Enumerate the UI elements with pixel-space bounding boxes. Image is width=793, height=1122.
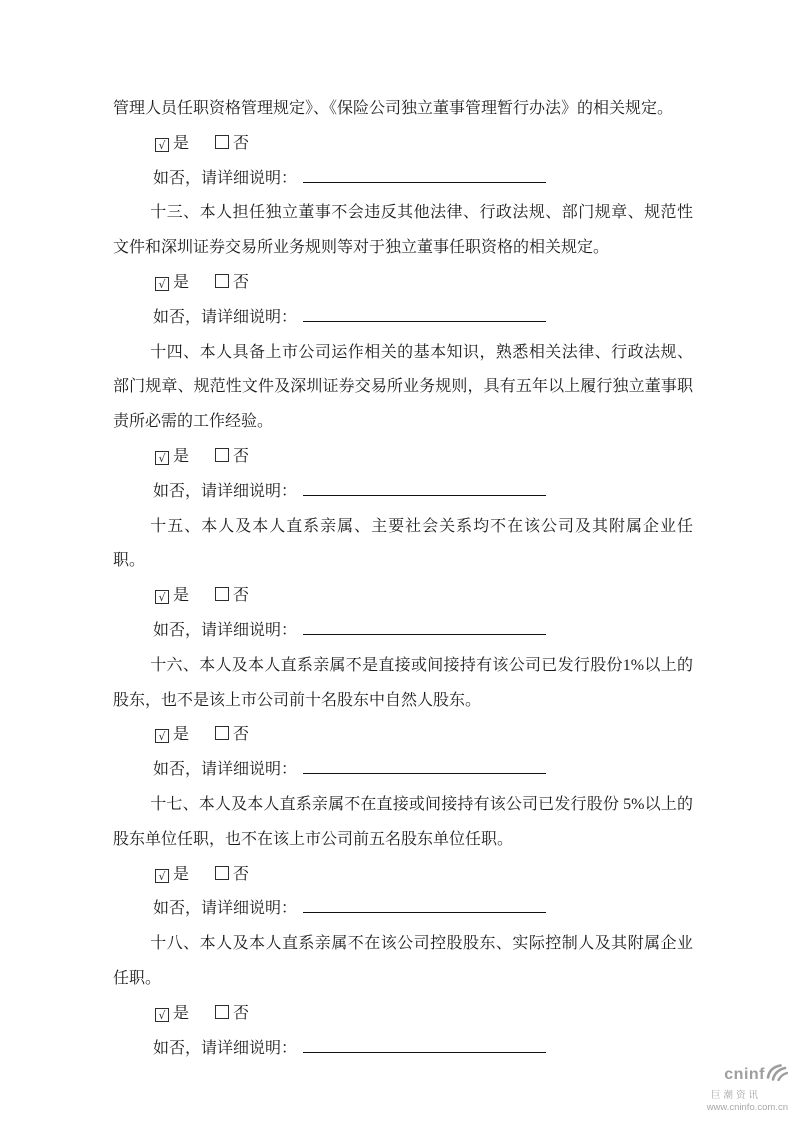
explain-blank-line	[303, 179, 546, 183]
yes-checkbox-checked	[155, 729, 169, 743]
cninfo-website-url: www.cninfo.com.cn	[706, 1102, 788, 1113]
yes-checkbox-checked	[155, 1008, 169, 1022]
no-checkbox-unchecked	[215, 135, 229, 149]
no-checkbox-unchecked	[215, 726, 229, 740]
explain-row	[153, 475, 693, 510]
no-checkbox-unchecked	[215, 866, 229, 880]
explain-blank-line	[303, 1049, 546, 1053]
yes-label: 是	[173, 273, 190, 291]
check-icon: √	[158, 591, 166, 605]
no-checkbox-unchecked	[215, 448, 229, 462]
paragraph-item-16: 十六、本人及本人直系亲属不是直接或间接持有该公司已发行股份1%以上的股东，也不是该上市公司前十名股东中自然人股东。	[113, 656, 693, 709]
no-label: 否	[233, 134, 250, 152]
no-checkbox-unchecked	[215, 274, 229, 288]
explain-row	[153, 1032, 693, 1067]
no-checkbox-unchecked	[215, 587, 229, 601]
yes-label: 是	[173, 134, 190, 152]
no-label: 否	[233, 865, 250, 883]
explain-label: 如否，请详细说明：	[153, 621, 298, 639]
yes-checkbox-checked	[155, 451, 169, 465]
yes-checkbox-checked	[155, 277, 169, 291]
explain-blank-line	[303, 770, 546, 774]
paragraph-item-17: 十七、本人及本人直系亲属不在直接或间接持有该公司已发行股份 5%以上的股东单位任职，也不在该上市公司前五名股东单位任职。	[113, 795, 693, 848]
no-label: 否	[233, 726, 250, 744]
yes-label: 是	[173, 587, 190, 605]
paragraph-item-18: 十八、本人及本人直系亲属不在该公司控股股东、实际控制人及其附属企业任职。	[113, 935, 693, 987]
yes-checkbox-checked	[155, 590, 169, 604]
explain-row	[153, 301, 693, 336]
check-icon: √	[158, 138, 166, 152]
no-label: 否	[233, 273, 250, 291]
yes-no-row	[155, 858, 693, 893]
explain-label: 如否，请详细说明：	[153, 1039, 298, 1057]
check-icon: √	[158, 1008, 166, 1022]
explain-row	[153, 892, 693, 927]
yes-no-row	[155, 579, 693, 614]
yes-no-row	[155, 266, 693, 301]
no-label: 否	[233, 1004, 250, 1022]
explain-row	[153, 614, 693, 649]
yes-no-row	[155, 997, 693, 1032]
paragraph-item-15: 十五、本人及本人直系亲属、主要社会关系均不在该公司及其附属企业任职。	[113, 517, 693, 570]
cninfo-brand-row	[698, 1063, 788, 1086]
explain-blank-line	[303, 318, 546, 322]
check-icon: √	[158, 869, 166, 883]
explain-blank-line	[303, 909, 546, 913]
explain-label: 如否，请详细说明：	[153, 761, 298, 779]
no-checkbox-unchecked	[215, 1005, 229, 1019]
explain-label: 如否，请详细说明：	[153, 900, 298, 918]
yes-checkbox-checked	[155, 138, 169, 152]
paragraph-item-13: 十三、本人担任独立董事不会违反其他法律、行政法规、部门规章、规范性文件和深圳证券交易所业务规则等对于独立董事任职资格的相关规定。	[113, 204, 693, 257]
cninfo-watermark	[698, 1063, 788, 1113]
no-label: 否	[233, 447, 250, 465]
yes-label: 是	[173, 447, 190, 465]
yes-label: 是	[173, 1004, 190, 1022]
yes-no-row	[155, 440, 693, 475]
check-icon: √	[158, 730, 166, 744]
yes-no-row	[155, 718, 693, 753]
check-icon: √	[158, 451, 166, 465]
cninfo-brand-text: cninf	[724, 1065, 765, 1083]
yes-label: 是	[173, 865, 190, 883]
explain-label: 如否，请详细说明：	[153, 308, 298, 326]
paragraph-item-14: 十四、本人具备上市公司运作相关的基本知识，熟悉相关法律、行政法规、部门规章、规范性文件及深圳证券交易所业务规则，具有五年以上履行独立董事职责所必需的工作经验。	[113, 343, 693, 431]
paragraph-intro: 管理人员任职资格管理规定》、《保险公司独立董事管理暂行办法》的相关规定。	[113, 100, 674, 117]
explain-row	[153, 753, 693, 788]
yes-no-row	[155, 127, 693, 162]
cninfo-chinese-name: 巨潮资讯	[710, 1090, 761, 1101]
explain-label: 如否，请详细说明：	[153, 169, 298, 187]
yes-checkbox-checked	[155, 869, 169, 883]
explain-row	[153, 162, 693, 197]
explain-blank-line	[303, 492, 546, 496]
check-icon: √	[158, 277, 166, 291]
explain-label: 如否，请详细说明：	[153, 482, 298, 500]
yes-label: 是	[173, 726, 190, 744]
explain-blank-line	[303, 631, 546, 635]
cninfo-swirl-icon	[766, 1063, 788, 1086]
no-label: 否	[233, 587, 250, 605]
